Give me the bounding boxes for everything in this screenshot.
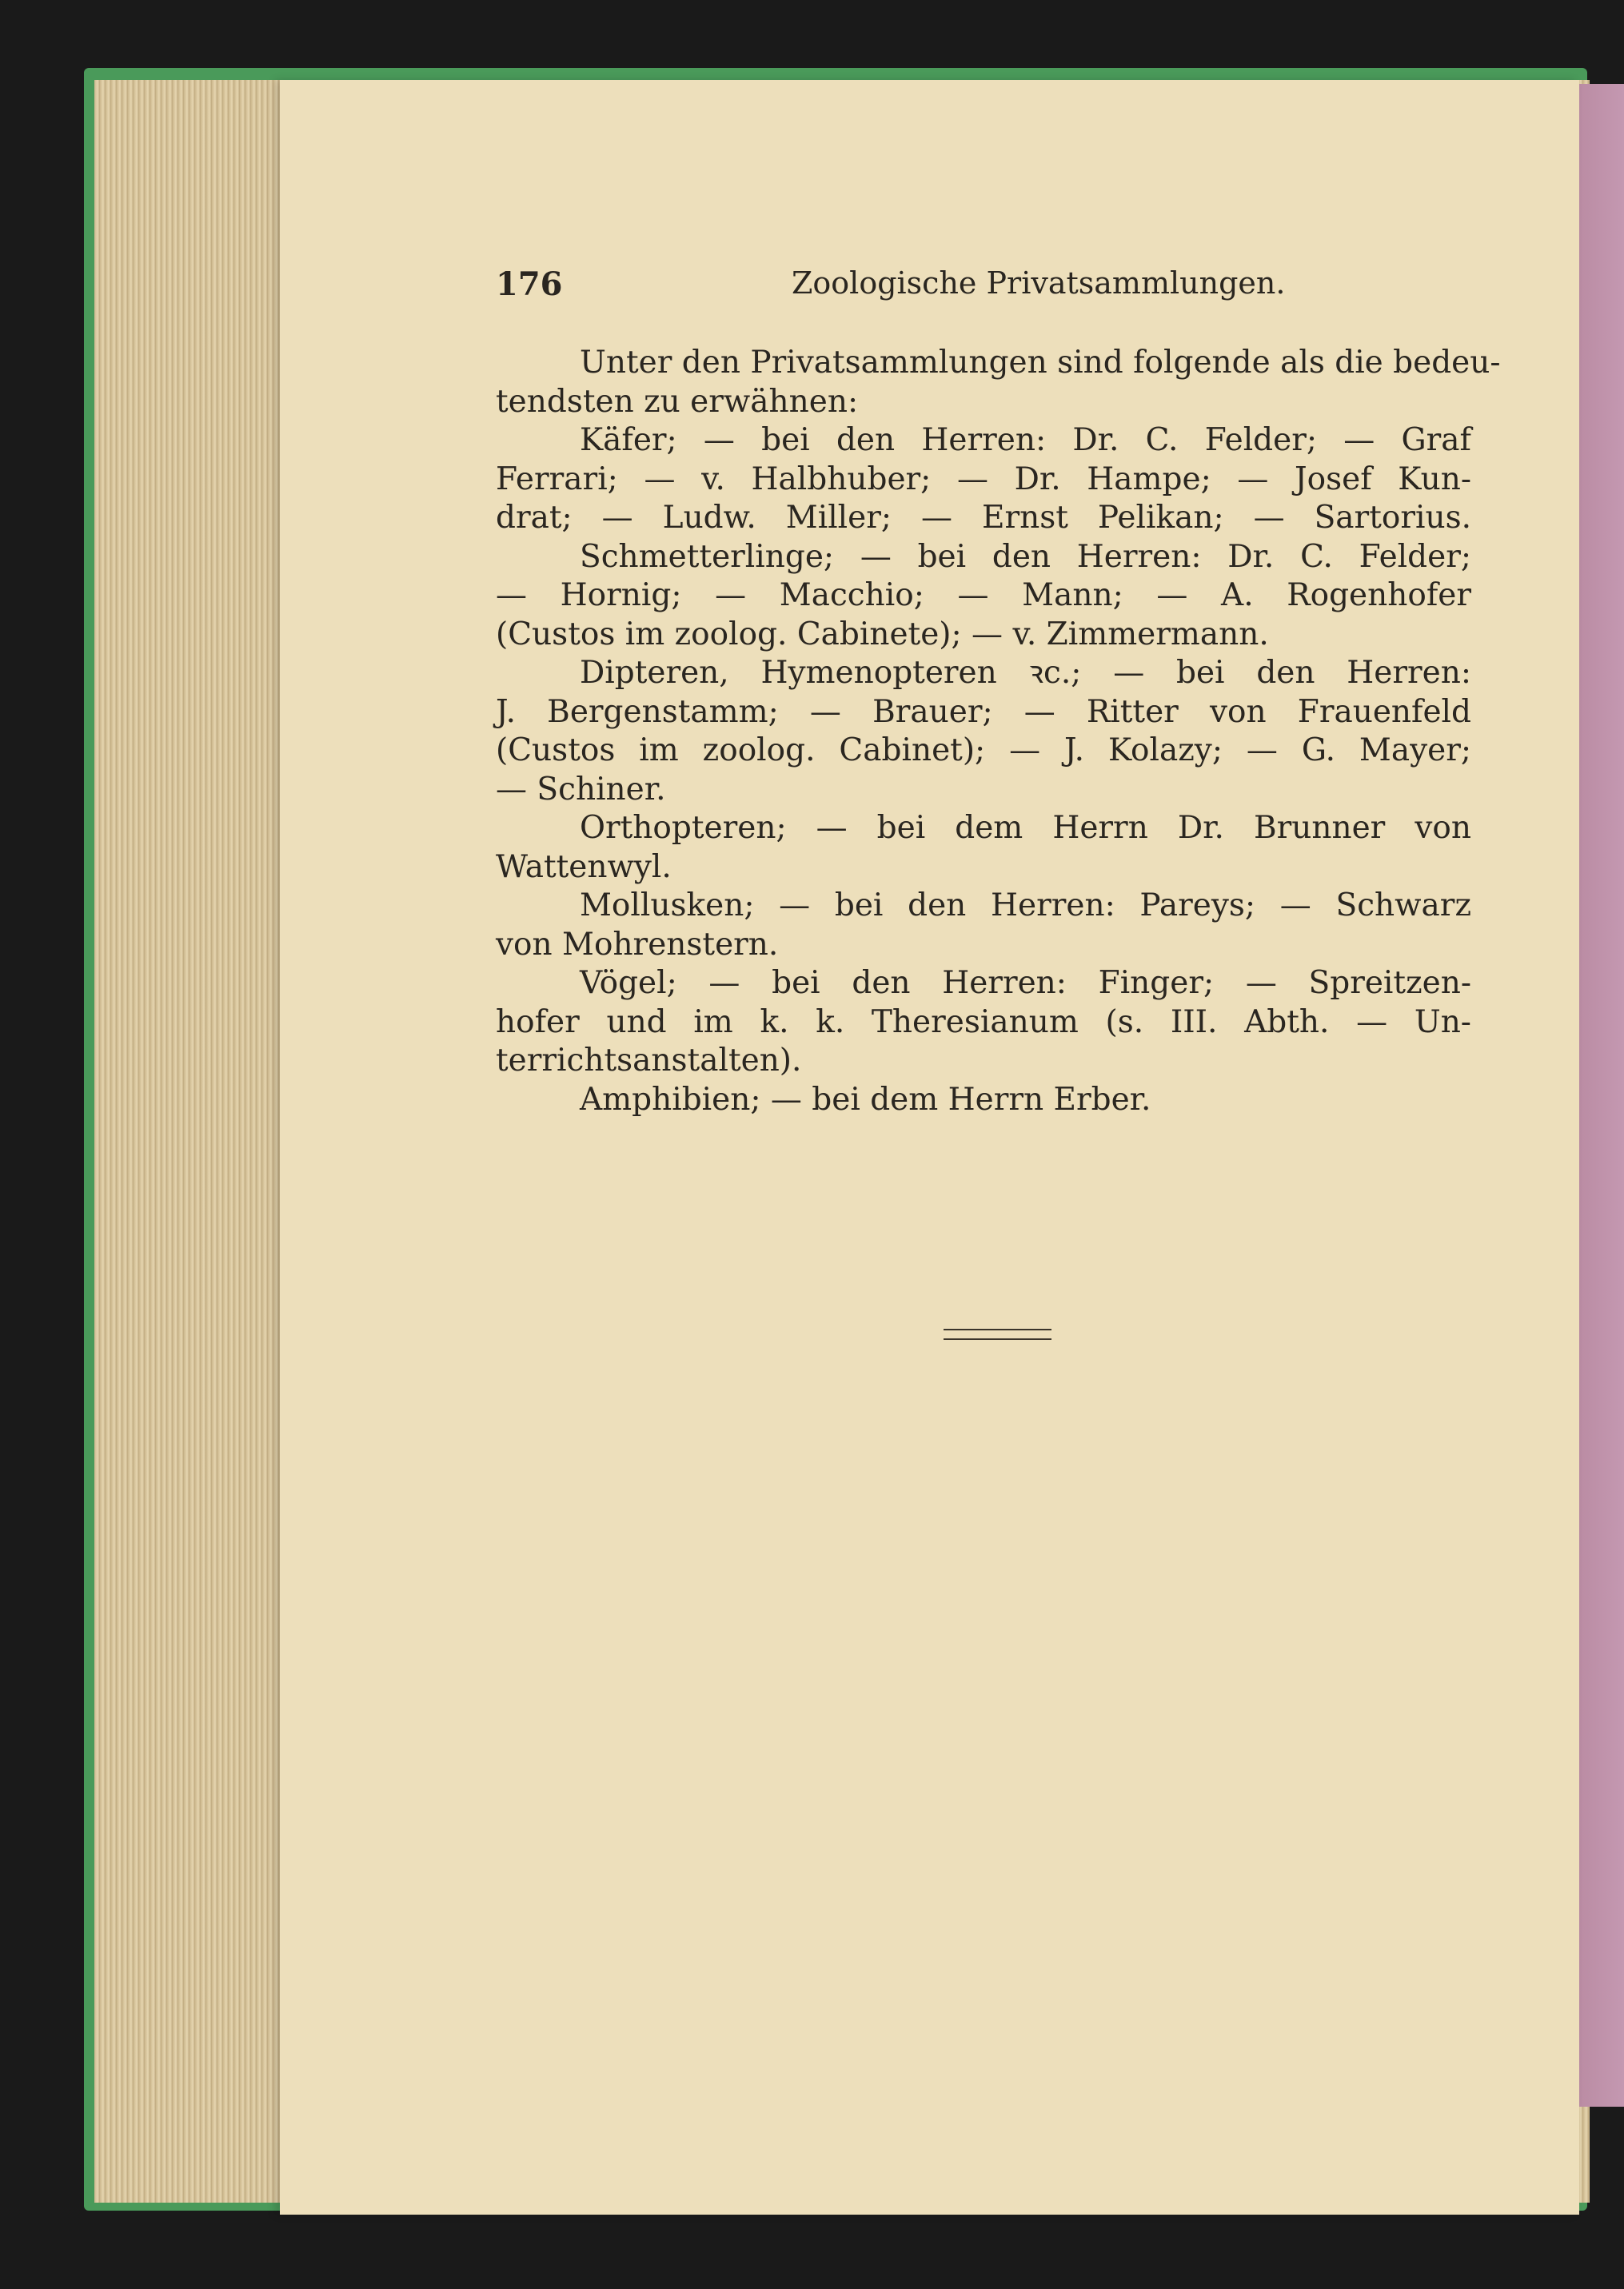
page-body: [496, 344, 1501, 1119]
text-line: (Custos im zoolog. Cabinet); — J. Kolazy; — G. Mayer;: [496, 732, 1471, 768]
text-line: Unter den Privatsammlungen sind folgende als die bedeu-: [580, 345, 1501, 381]
text-line: Käfer; — bei den Herren: Dr. C. Felder; — Graf: [580, 422, 1471, 458]
text-line: drat; — Ludw. Miller; — Ernst Pelikan; — Sartorius.: [496, 500, 1471, 536]
text-line: terrichtsanstalten).: [496, 1043, 802, 1079]
text-line: — Hornig; — Macchio; — Mann; — A. Rogenhofer: [496, 577, 1471, 613]
text-line: Schmetterlinge; — bei den Herren: Dr. C. Felder;: [580, 538, 1471, 575]
text-line: Amphibien; — bei dem Herrn Erber.: [580, 1081, 1151, 1118]
text-line: Wattenwyl.: [496, 848, 672, 885]
text-line: hofer und im k. k. Theresianum (s. III. Abth. — Un-: [496, 1003, 1471, 1040]
text-line: Dipteren, Hymenopteren ꝛc.; — bei den Herren:: [580, 655, 1471, 691]
text-line: (Custos im zoolog. Cabinete); — v. Zimmermann.: [496, 616, 1269, 652]
text-line: Orthopteren; — bei dem Herrn Dr. Brunner von: [580, 810, 1471, 846]
text-line: Mollusken; — bei den Herren: Pareys; — Schwarz: [580, 887, 1471, 923]
text-line: von Mohrenstern.: [496, 926, 779, 963]
page-header: [496, 265, 1407, 313]
running-title: Zoologische Privatsammlungen.: [792, 265, 1286, 301]
book-page: [280, 80, 1579, 2215]
text-line: Vögel; — bei den Herren: Finger; — Spreitzen-: [580, 965, 1471, 1001]
text-line: J. Bergenstamm; — Brauer; — Ritter von Frauenfeld: [496, 693, 1471, 730]
text-line: — Schiner.: [496, 771, 666, 808]
page-number: 176: [496, 265, 563, 303]
text-line: Ferrari; — v. Halbhuber; — Dr. Hampe; — Josef Kun-: [496, 461, 1471, 497]
text-line: tendsten zu erwähnen:: [496, 383, 859, 420]
section-end-rule: [944, 1329, 1051, 1340]
